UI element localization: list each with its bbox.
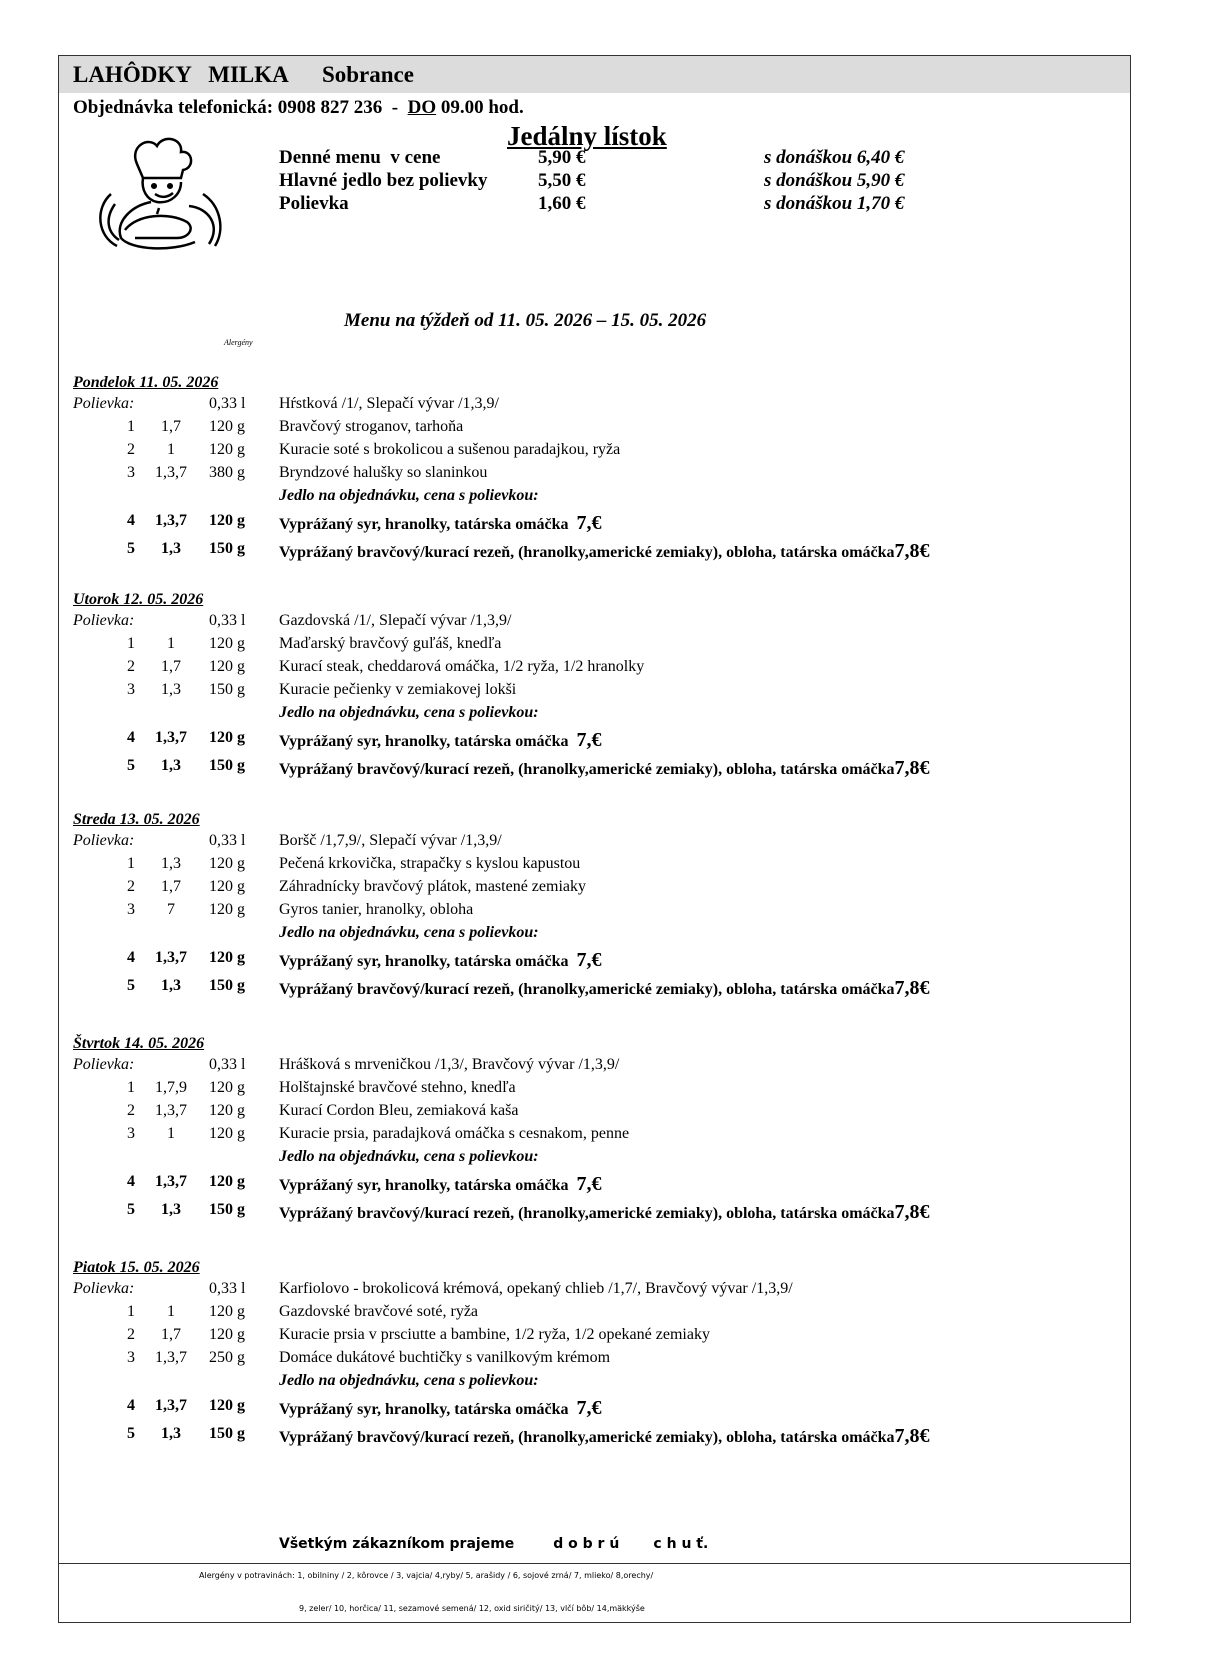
meal-row [59,1303,1130,1323]
order-price: 7,8€ [894,757,930,779]
meal-row [59,901,1130,921]
order-number: 4 [127,729,135,746]
order-number: 5 [127,540,135,557]
meal-text: Maďarský bravčový guľáš, knedľa [279,635,502,652]
order-allergens: 1,3,7 [155,949,187,966]
price-value: 1,60 € [538,193,586,214]
order-weight: 150 g [209,757,245,774]
meal-text: Gyros tanier, hranolky, obloha [279,901,474,918]
meal-weight: 120 g [209,878,245,895]
order-text: Vyprážaný syr, hranolky, tatárska omáčka [279,953,577,970]
day-title: Streda 13. 05. 2026 [73,811,200,828]
order-number: 4 [127,949,135,966]
order-number: 4 [127,512,135,529]
meal-row [59,635,1130,655]
order-number: 4 [127,1397,135,1414]
meal-number: 1 [127,855,135,872]
order-note: Jedlo na objednávku, cena s polievkou: [279,704,539,721]
meal-text: Bryndzové halušky so slaninkou [279,464,488,481]
day-title: Utorok 12. 05. 2026 [73,591,204,608]
order-note: Jedlo na objednávku, cena s polievkou: [279,924,539,941]
order-price: 7,8€ [894,540,930,562]
order-item [279,1397,602,1420]
meal-weight: 120 g [209,855,245,872]
meal-text: Gazdovské bravčové soté, ryža [279,1303,479,1320]
order-number: 5 [127,1425,135,1442]
meal-weight: 380 g [209,464,245,481]
day-title: Piatok 15. 05. 2026 [73,1259,200,1276]
price-value: 5,90 € [538,147,586,168]
delivery-price: s donáškou 1,70 € [764,193,905,214]
delivery-price: s donáškou 6,40 € [764,147,905,168]
order-allergens: 1,3,7 [155,1173,187,1190]
meal-text: Pečená krkovička, strapačky s kyslou kapustou [279,855,581,872]
order-meal-row [59,1425,1130,1445]
meal-number: 1 [127,1303,135,1320]
order-allergens: 1,3,7 [155,512,187,529]
soup-volume: 0,33 l [209,1280,246,1297]
order-allergens: 1,3,7 [155,729,187,746]
order-meal-row [59,729,1130,749]
price-value: 5,50 € [538,170,586,191]
meal-row [59,855,1130,875]
meal-allergens: 1,7 [161,658,181,675]
order-weight: 120 g [209,949,245,966]
phone-order-suffix: 09.00 hod. [436,97,524,118]
meal-allergens: 1,3,7 [155,1349,187,1366]
meal-text: Domáce dukátové buchtičky s vanilkovým krémom [279,1349,611,1366]
order-item [279,757,930,780]
meal-number: 2 [127,878,135,895]
soup-row [59,1056,1130,1076]
order-allergens: 1,3 [161,540,181,557]
meal-allergens: 1,3,7 [155,1102,187,1119]
order-item [279,540,930,563]
meal-allergens: 1,3 [161,855,181,872]
order-item [279,512,602,535]
meal-text: Kuracie prsia v prsciutte a bambine, 1/2 ryža, 1/2 opekané zemiaky [279,1326,710,1343]
meal-number: 1 [127,418,135,435]
meal-text: Bravčový stroganov, tarhoňa [279,418,464,435]
order-price: 7,€ [576,729,602,751]
meal-row [59,681,1130,701]
meal-text: Záhradnícky bravčový plátok, mastené zemiaky [279,878,586,895]
soup-volume: 0,33 l [209,612,246,629]
order-note: Jedlo na objednávku, cena s polievkou: [279,487,539,504]
meal-text: Kurací steak, cheddarová omáčka, 1/2 ryža, 1/2 hranolky [279,658,645,675]
order-text: Vyprážaný bravčový/kurací rezeň, (hranolky,americké zemiaky), obloha, tatárska omáčka [279,761,895,778]
order-weight: 150 g [209,1425,245,1442]
meal-weight: 150 g [209,681,245,698]
soup-label: Polievka: [73,1056,135,1073]
soup-row [59,395,1130,415]
meal-row [59,878,1130,898]
delivery-price: s donáškou 5,90 € [764,170,905,191]
allergens-column-label: Alergény [224,338,253,347]
soup-volume: 0,33 l [209,832,246,849]
order-meal-row [59,540,1130,560]
meal-text: Kurací Cordon Bleu, zemiaková kaša [279,1102,519,1119]
soup-text: Boršč /1,7,9/, Slepačí vývar /1,3,9/ [279,832,502,849]
order-text: Vyprážaný bravčový/kurací rezeň, (hranolky,americké zemiaky), obloha, tatárska omáčka [279,981,895,998]
order-allergens: 1,3 [161,757,181,774]
meal-weight: 120 g [209,658,245,675]
order-item [279,1173,602,1196]
order-price: 7,€ [576,512,602,534]
order-weight: 120 g [209,729,245,746]
meal-text: Kuracie pečienky v zemiakovej lokši [279,681,517,698]
meal-text: Kuracie prsia, paradajková omáčka s cesnakom, penne [279,1125,630,1142]
meal-number: 2 [127,441,135,458]
order-allergens: 1,3,7 [155,1397,187,1414]
day-title: Štvrtok 14. 05. 2026 [73,1035,205,1052]
price-row-soup [279,193,1079,217]
soup-row [59,1280,1130,1300]
order-text: Vyprážaný syr, hranolky, tatárska omáčka [279,733,577,750]
order-weight: 120 g [209,1173,245,1190]
soup-label: Polievka: [73,1280,135,1297]
order-text: Vyprážaný syr, hranolky, tatárska omáčka [279,516,577,533]
meal-allergens: 1,7 [161,1326,181,1343]
order-text: Vyprážaný bravčový/kurací rezeň, (hranolky,americké zemiaky), obloha, tatárska omáčka [279,1429,895,1446]
phone-order-line [73,97,524,119]
order-item [279,949,602,972]
order-item [279,1425,930,1448]
order-allergens: 1,3 [161,1201,181,1218]
order-item [279,729,602,752]
meal-weight: 250 g [209,1349,245,1366]
meal-row [59,418,1130,438]
day-title: Pondelok 11. 05. 2026 [73,374,219,391]
meal-number: 1 [127,1079,135,1096]
order-item [279,977,930,1000]
order-allergens: 1,3 [161,977,181,994]
order-meal-row [59,977,1130,997]
meal-row [59,1326,1130,1346]
order-text: Vyprážaný syr, hranolky, tatárska omáčka [279,1177,577,1194]
order-price: 7,8€ [894,1425,930,1447]
meal-text: Holštajnské bravčové stehno, knedľa [279,1079,516,1096]
meal-allergens: 7 [167,901,175,918]
meal-number: 1 [127,635,135,652]
order-number: 5 [127,757,135,774]
soup-text: Hrášková s mrveničkou /1,3/, Bravčový vývar /1,3,9/ [279,1056,620,1073]
meal-number: 3 [127,901,135,918]
order-meal-row [59,1201,1130,1221]
order-text: Vyprážaný syr, hranolky, tatárska omáčka [279,1401,577,1418]
soup-label: Polievka: [73,395,135,412]
meal-row [59,441,1130,461]
price-label: Denné menu v cene [279,147,441,168]
meal-row [59,464,1130,484]
menu-sheet [58,55,1131,1623]
order-meal-row [59,757,1130,777]
allergens-legend-line2: 9, zeler/ 10, horčica/ 11, sezamové semená/ 12, oxid siričitý/ 13, vlčí bôb/ 14,mäkkýše [299,1604,645,1613]
soup-text: Karfiolovo - brokolicová krémová, opekaný chlieb /1,7/, Bravčový vývar /1,3,9/ [279,1280,793,1297]
soup-label: Polievka: [73,612,135,629]
meal-row [59,1349,1130,1369]
order-price: 7,€ [576,1173,602,1195]
price-label: Hlavné jedlo bez polievky [279,170,488,191]
order-number: 5 [127,977,135,994]
phone-order-deadline-do: DO [407,97,437,118]
meal-row [59,1079,1130,1099]
phone-order-prefix: Objednávka telefonická: 0908 827 236 - [73,97,408,118]
meal-number: 2 [127,658,135,675]
meal-allergens: 1 [167,1125,175,1142]
order-weight: 150 g [209,540,245,557]
order-price: 7,8€ [894,1201,930,1223]
shop-name: LAHÔDKY MILKA Sobrance [73,62,414,87]
meal-row [59,658,1130,678]
order-meal-row [59,1173,1130,1193]
order-note: Jedlo na objednávku, cena s polievkou: [279,1372,539,1389]
order-text: Vyprážaný bravčový/kurací rezeň, (hranolky,americké zemiaky), obloha, tatárska omáčka [279,1205,895,1222]
footer-divider [59,1563,1130,1564]
order-weight: 120 g [209,512,245,529]
meal-weight: 120 g [209,1303,245,1320]
meal-number: 3 [127,1125,135,1142]
meal-row [59,1102,1130,1122]
order-price: 7,8€ [894,977,930,999]
soup-label: Polievka: [73,832,135,849]
meal-allergens: 1 [167,635,175,652]
order-allergens: 1,3 [161,1425,181,1442]
meal-weight: 120 g [209,635,245,652]
meal-weight: 120 g [209,1079,245,1096]
order-number: 4 [127,1173,135,1190]
week-title: Menu na týždeň od 11. 05. 2026 – 15. 05. 2026 [344,310,707,331]
meal-allergens: 1,3 [161,681,181,698]
order-text: Vyprážaný bravčový/kurací rezeň, (hranolky,americké zemiaky), obloha, tatárska omáčka [279,544,895,561]
soup-text: Gazdovská /1/, Slepačí vývar /1,3,9/ [279,612,512,629]
order-meal-row [59,949,1130,969]
allergens-legend-line1: Alergény v potravinách: 1, obilniny / 2, kôrovce / 3, vajcia/ 4,ryby/ 5, arašidy / 6, sojové zrná/ 7, mlieko/ 8,orechy/ [199,1571,654,1580]
chef-logo [91,134,229,254]
meal-row [59,1125,1130,1145]
meal-number: 2 [127,1102,135,1119]
order-note: Jedlo na objednávku, cena s polievkou: [279,1148,539,1165]
order-weight: 150 g [209,977,245,994]
meal-text: Kuracie soté s brokolicou a sušenou paradajkou, ryža [279,441,621,458]
meal-number: 3 [127,1349,135,1366]
meal-weight: 120 g [209,1326,245,1343]
meal-allergens: 1,7,9 [155,1079,187,1096]
meal-allergens: 1 [167,441,175,458]
order-price: 7,€ [576,1397,602,1419]
order-meal-row [59,1397,1130,1417]
soup-volume: 0,33 l [209,1056,246,1073]
meal-allergens: 1 [167,1303,175,1320]
price-row-daily-menu [279,147,1079,171]
order-price: 7,€ [576,949,602,971]
soup-row [59,612,1130,632]
order-number: 5 [127,1201,135,1218]
soup-volume: 0,33 l [209,395,246,412]
soup-text: Hŕstková /1/, Slepačí vývar /1,3,9/ [279,395,499,412]
meal-number: 3 [127,681,135,698]
meal-allergens: 1,7 [161,418,181,435]
footer-wish: Všetkým zákazníkom prajeme d o b r ú c h u ť. [279,1536,709,1552]
meal-number: 3 [127,464,135,481]
meal-weight: 120 g [209,441,245,458]
order-meal-row [59,512,1130,532]
meal-allergens: 1,3,7 [155,464,187,481]
meal-weight: 120 g [209,1125,245,1142]
order-item [279,1201,930,1224]
meal-weight: 120 g [209,418,245,435]
meal-number: 2 [127,1326,135,1343]
order-weight: 120 g [209,1397,245,1414]
soup-row [59,832,1130,852]
price-row-main-dish [279,170,1079,194]
meal-allergens: 1,7 [161,878,181,895]
meal-weight: 120 g [209,901,245,918]
price-label: Polievka [279,193,349,214]
meal-weight: 120 g [209,1102,245,1119]
menu-title: Jedálny lístok [507,121,667,151]
order-weight: 150 g [209,1201,245,1218]
